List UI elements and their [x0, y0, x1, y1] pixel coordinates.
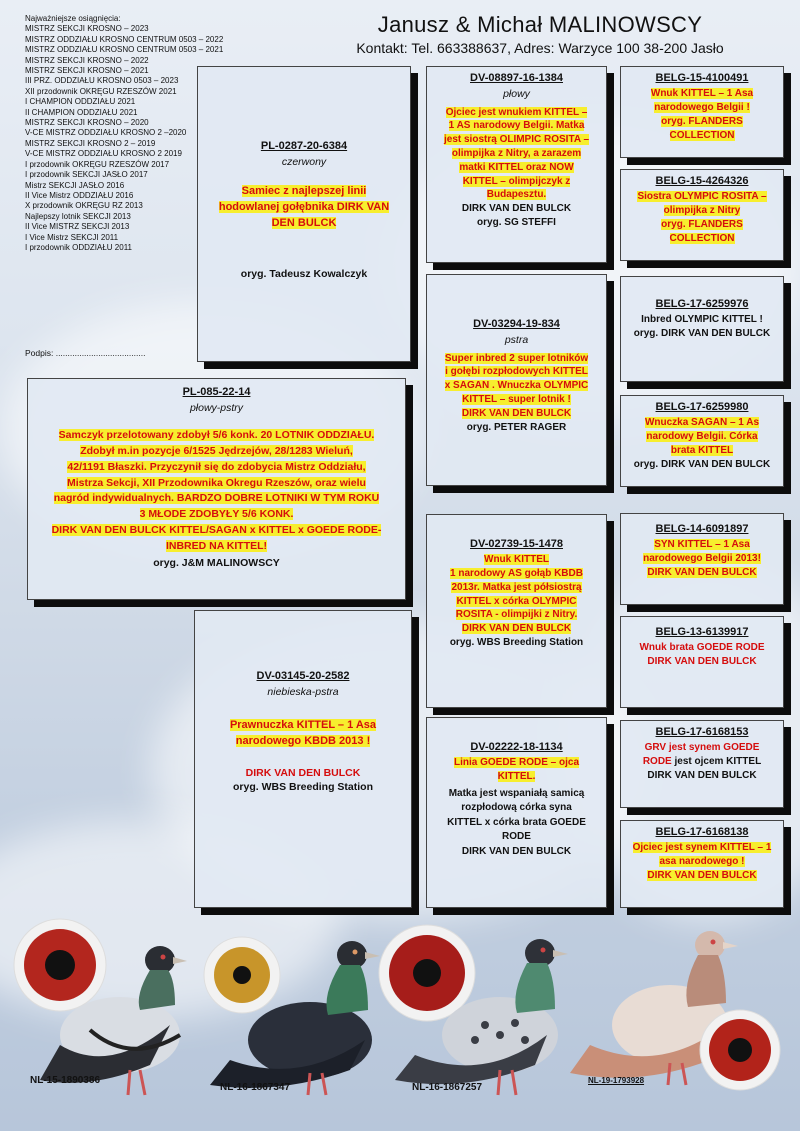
ring-number: BELG-17-6259980 [655, 401, 749, 413]
pedigree-box-father [197, 66, 411, 362]
ring-number: BELG-15-4100491 [655, 72, 749, 84]
achievement-item: II Vice Mistrz ODDZIAŁU 2016 [25, 190, 134, 200]
achievement-item: MISTRZ ODDZIAŁU KROSNO CENTRUM 0503 – 2021 [25, 45, 224, 55]
ring-number: DV-08897-16-1384 [470, 72, 563, 84]
achievement-item: II Vice MISTRZ SEKCJI 2013 [25, 222, 130, 232]
highlight-text: Mistrza Sekcji, XII Przodownika Okregu Rzeszów, oraz wielu [67, 476, 366, 489]
info-text: KITTEL x córka brata GOEDE [447, 816, 586, 828]
achievement-item: III PRZ. ODDZIAŁU KROSNO 0503 – 2023 [25, 76, 179, 86]
highlight-text: 1 AS narodowy Belgii. Matka [448, 120, 585, 132]
photo-ring-label: NL-16-1867347 [220, 1082, 291, 1093]
achievement-item: MISTRZ SEKCJI KROSNO – 2022 [25, 55, 149, 65]
highlight-text: KITTEL x córka OLYMPIC [456, 595, 577, 607]
highlight-text: 1 narodowy AS gołąb KBDB [450, 567, 583, 579]
pedigree-box-mmf [620, 720, 784, 808]
breeder-text: DIRK VAN DEN BULCK [647, 655, 757, 667]
pedigree-box-ffm [620, 169, 784, 261]
pedigree-box-fmm [620, 395, 784, 487]
signature-line: Podpis: ...................................... [25, 348, 146, 358]
origin-text: oryg. Tadeusz Kowalczyk [240, 268, 368, 281]
achievement-item: X przodownik OKRĘGU RZ 2013 [25, 201, 143, 211]
highlight-text: KITTEL – olimpijczyk z [462, 175, 571, 187]
owner-name: Janusz & Michał MALINOWSCY [377, 12, 703, 37]
ring-number: PL-085-22-14 [182, 386, 251, 398]
photo-ring-label: NL-15-1890386 [30, 1075, 101, 1086]
achievements-title: Najważniejsze osiągnięcia: [25, 14, 121, 23]
highlight-text: Prawnuczka KITTEL – 1 Asa [229, 718, 377, 731]
highlight-text: INBRED NA KITTEL! [165, 540, 268, 553]
achievement-item: MISTRZ SEKCJI KROSNO – 2023 [25, 24, 149, 34]
highlight-text: brata KITTEL [670, 444, 734, 456]
highlight-text: Ojciec jest wnukiem KITTEL – [445, 106, 588, 118]
highlight-text: SYN KITTEL – 1 Asa [654, 539, 750, 551]
info-text: Wnuk brata GOEDE RODE [639, 642, 765, 654]
pedigree-box-mother [194, 610, 412, 908]
pigeon-photo-3 [375, 915, 575, 1105]
ring-number: BELG-14-6091897 [655, 523, 749, 535]
ring-number: PL-0287-20-6384 [260, 140, 348, 152]
ring-number: BELG-13-6139917 [655, 626, 749, 638]
info-text: RODE [642, 755, 672, 767]
achievement-item: I przodownik OKRĘGU RZESZÓW 2017 [25, 159, 170, 169]
origin-text: oryg. DIRK VAN DEN BULCK [633, 458, 771, 470]
highlight-text: Samiec z najlepszej linii [241, 184, 367, 197]
highlight-text: matki KITTEL oraz NOW [459, 161, 574, 173]
feather-color: płowy [503, 88, 530, 101]
origin-text: oryg. WBS Breeding Station [232, 781, 373, 794]
ring-number: BELG-17-6168153 [655, 726, 749, 738]
breeder-text: DIRK VAN DEN BULCK [245, 766, 361, 779]
ring-number: DV-03145-20-2582 [256, 670, 350, 682]
pedigree-box-fmf [620, 276, 784, 382]
highlight-text: Linia GOEDE RODE – ojca [453, 757, 580, 769]
breeder-text: DIRK VAN DEN BULCK [461, 203, 572, 215]
ring-number: BELG-17-6259976 [655, 298, 749, 310]
highlight-text: asa narodowego ! [659, 855, 745, 867]
highlight-text: nagród indywidualnych. BARDZO DOBRE LOTNIKI W TYM ROKU [53, 492, 380, 505]
info-text: Matka jest wspaniałą samicą [448, 787, 585, 799]
feather-color: pstra [504, 334, 529, 347]
ring-number: DV-02739-15-1478 [470, 538, 563, 550]
pedigree-box-mf [426, 514, 607, 708]
achievement-item: I przodownik ODDZIAŁU 2011 [25, 242, 133, 252]
highlight-text: DIRK VAN DEN BULCK [461, 407, 572, 419]
highlight-text: oryg. FLANDERS [661, 218, 743, 230]
origin-text: oryg. PETER RAGER [466, 421, 567, 433]
highlight-text: Wnuk KITTEL [484, 554, 549, 566]
highlight-text: COLLECTION [669, 129, 735, 141]
highlight-text: jest siostrą OLIMPIC ROSITA – [443, 134, 590, 146]
pedigree-box-main-bird [27, 378, 406, 600]
pedigree-box-mm [426, 717, 607, 908]
pedigree-box-mmm [620, 820, 784, 908]
achievement-item: V-CE MISTRZ ODDZIAŁU KROSNO 2 –2020 [25, 128, 187, 138]
highlight-text: olimpijka z Nitry [663, 204, 741, 216]
info-text: Inbred OLYMPIC KITTEL ! [641, 314, 763, 326]
pedigree-box-fm [426, 274, 607, 486]
feather-color: niebieska-pstra [267, 686, 339, 699]
achievement-item: V-CE MISTRZ ODDZIAŁU KROSNO 2 2019 [25, 149, 182, 159]
highlight-text: 2013r. Matka jest półsiostrą [451, 581, 582, 593]
achievement-item: I CHAMPION ODDZIAŁU 2021 [25, 97, 136, 107]
highlight-text: oryg. FLANDERS [661, 115, 743, 127]
info-text: GRV jest synem GOEDE [644, 742, 760, 754]
highlight-text: Zdobył m.in pozycje 6/1525 Jędrzejów, 28/1283 Wieluń, [80, 444, 353, 457]
ring-number: DV-02222-18-1134 [470, 741, 563, 753]
highlight-text: ROSITA - olimpijki z Nitry. [455, 609, 578, 621]
feather-color: czerwony [281, 156, 327, 169]
highlight-text: Wnuk KITTEL – 1 Asa [650, 88, 754, 100]
achievement-item: I Vice Mistrz SEKCJI 2011 [25, 232, 119, 242]
origin-text: oryg. DIRK VAN DEN BULCK [633, 327, 771, 339]
origin-text: oryg. J&M MALINOWSCY [153, 557, 280, 570]
highlight-text: Ojciec jest synem KITTEL – 1 [632, 842, 772, 854]
feather-color: płowy-pstry [189, 402, 244, 415]
origin-text: oryg. SG STEFFI [477, 217, 556, 229]
highlight-text: DIRK VAN DEN BULCK [647, 566, 757, 578]
pedigree-box-mfm [620, 616, 784, 708]
owner-contact: Kontakt: Tel. 663388637, Adres: Warzyce 100 38-200 Jasło [356, 40, 724, 56]
highlight-text: DIRK VAN DEN BULCK [461, 623, 572, 635]
highlight-text: DIRK VAN DEN BULCK KITTEL/SAGAN x KITTEL x GOEDE RODE- [51, 524, 382, 537]
achievement-item: MISTRZ SEKCJI KROSNO – 2020 [25, 118, 149, 128]
photo-ring-label: NL-16-1867257 [412, 1082, 483, 1093]
pedigree-box-ff [426, 66, 607, 263]
ring-number: BELG-17-6168138 [655, 826, 749, 838]
highlight-text: narodowego Belgii ! [654, 101, 750, 113]
highlight-text: hodowlanej gołębnika DIRK VAN [218, 200, 390, 213]
highlight-text: olimpijka z Nitry, a zarazem [451, 148, 582, 160]
pigeon-photo-2 [190, 915, 390, 1105]
info-text: RODE [502, 831, 531, 843]
achievement-item: Mistrz SEKCJI JASŁO 2016 [25, 180, 125, 190]
photo-ring-label: NL-19-1793928 [588, 1076, 645, 1085]
highlight-text: DIRK VAN DEN BULCK [647, 869, 757, 881]
highlight-text: COLLECTION [669, 232, 735, 244]
pedigree-box-fff [620, 66, 784, 158]
achievement-item: II CHAMPION ODDZIAŁU 2021 [25, 107, 138, 117]
pedigree-box-mff [620, 513, 784, 605]
ring-number: BELG-15-4264326 [655, 175, 749, 187]
info-text: jest ojcem KITTEL [671, 755, 762, 767]
highlight-text: x SAGAN . Wnuczka OLYMPIC [444, 380, 589, 392]
highlight-text: i gołębi rozpłodowych KITTEL [445, 366, 588, 378]
highlight-text: Super inbred 2 super lotników [444, 352, 589, 364]
highlight-text: narodowego KBDB 2013 ! [235, 734, 371, 747]
highlight-text: Wnuczka SAGAN – 1 As [644, 417, 760, 429]
breeder-text: DIRK VAN DEN BULCK [647, 769, 757, 781]
highlight-text: Samczyk przelotowany zdobył 5/6 konk. 20 LOTNIK ODDZIAŁU. [58, 428, 375, 441]
achievement-item: Najlepszy lotnik SEKCJI 2013 [25, 211, 131, 221]
highlight-text: 42/1191 Błaszki. Przyczynił się do zdobycia Mistrz Oddziału, [67, 460, 366, 473]
info-text: rozpłodową córka syna [461, 802, 572, 814]
highlight-text: Budapesztu. [486, 189, 547, 201]
highlight-text: KITTEL. [497, 770, 536, 782]
achievement-item: MISTRZ SEKCJI KROSNO – 2021 [25, 66, 149, 76]
info-text: DIRK VAN DEN BULCK [461, 845, 572, 857]
achievement-item: MISTRZ ODDZIAŁU KROSNO CENTRUM 0503 – 2022 [25, 34, 224, 44]
highlight-text: 3 MŁODE ZDOBYŁY 5/6 KONK. [139, 508, 294, 521]
highlight-text: narodowy Belgii. Córka [646, 430, 758, 442]
achievement-item: I przodownik SEKCJI JASŁO 2017 [25, 170, 148, 180]
owner-header [300, 12, 780, 56]
highlight-text: Siostra OLYMPIC ROSITA – [637, 191, 767, 203]
highlight-text: KITTEL – super lotnik ! [462, 394, 571, 406]
ring-number: DV-03294-19-834 [473, 318, 560, 330]
origin-text: oryg. WBS Breeding Station [449, 636, 584, 648]
achievement-item: MISTRZ SEKCJI KROSNO 2 – 2019 [25, 138, 156, 148]
achievement-item: XII przodownik OKRĘGU RZESZÓW 2021 [25, 86, 177, 96]
highlight-text: narodowego Belgii 2013! [643, 552, 761, 564]
highlight-text: DEN BULCK [271, 216, 337, 229]
